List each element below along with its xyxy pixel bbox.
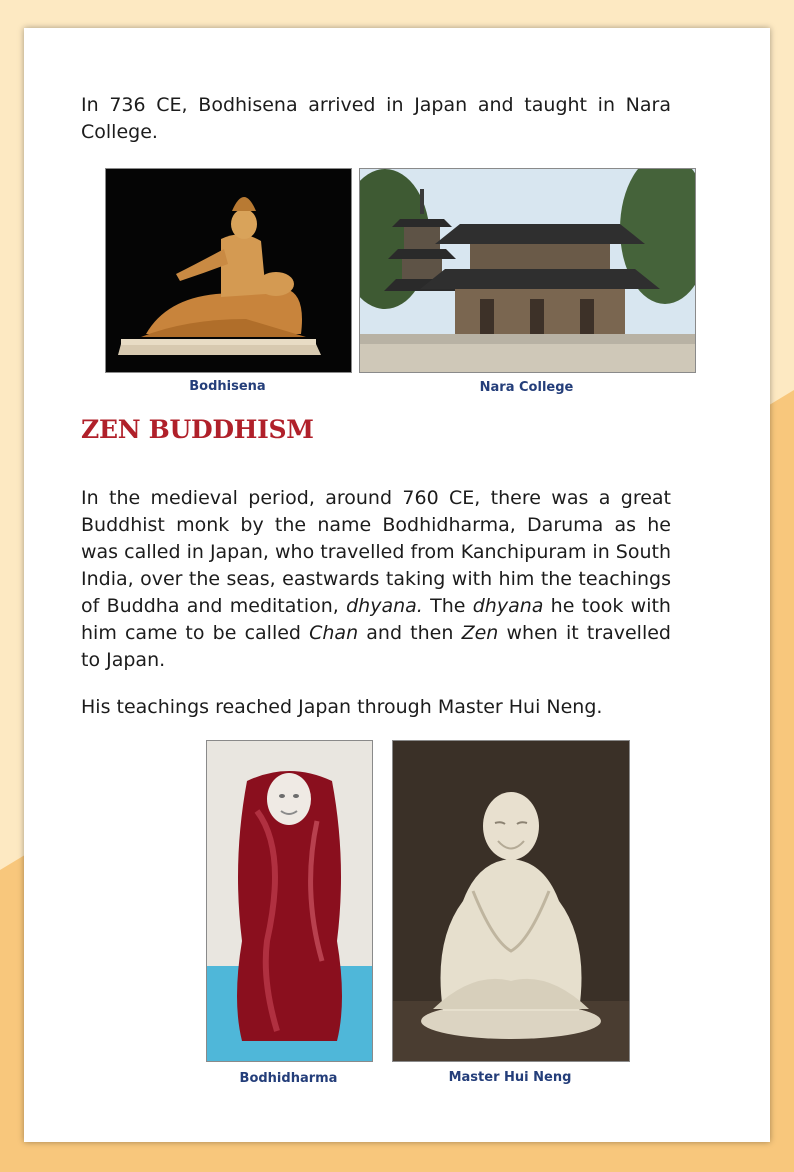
intro-paragraph: In 736 CE, Bodhisena arrived in Japan and taught in Nara College. [81, 94, 671, 143]
caption-bodhidharma: Bodhidharma [239, 1071, 338, 1086]
bodhisena-image [105, 168, 352, 373]
nara-college-image [359, 168, 696, 373]
zen-paragraph-mid-3: and then [358, 622, 462, 644]
term-dhyana-2: dhyana [472, 595, 544, 617]
zen-paragraph-lead: In the medieval period, around 760 CE, there was a great Buddhist monk by the name Bodhidharma, Daruma as he was called in Japan, who travelled from Kanchipuram in South India, over the seas, eastwards taking with him the teachings of Buddha and meditation, [81, 487, 671, 617]
zen-paragraph-tail: when it travelled to Japan. [81, 622, 671, 671]
bodhidharma-image [206, 740, 373, 1062]
zen-paragraph-mid-2: he took with him came to be called [81, 595, 671, 644]
hui-neng-paragraph: His teachings reached Japan through Master Hui Neng. [81, 696, 603, 718]
hui-neng-image [392, 740, 630, 1062]
caption-nara-college: Nara College [479, 380, 574, 395]
zen-paragraph [81, 485, 671, 674]
section-heading: ZEN BUDDHISM [81, 415, 314, 444]
zen-paragraph-mid-1: The [422, 595, 473, 617]
term-zen: Zen [461, 622, 499, 644]
caption-hui-neng: Master Hui Neng [448, 1070, 572, 1085]
term-dhyana-1: dhyana. [346, 595, 423, 617]
term-chan: Chan [309, 622, 359, 644]
caption-bodhisena: Bodhisena [189, 379, 266, 394]
